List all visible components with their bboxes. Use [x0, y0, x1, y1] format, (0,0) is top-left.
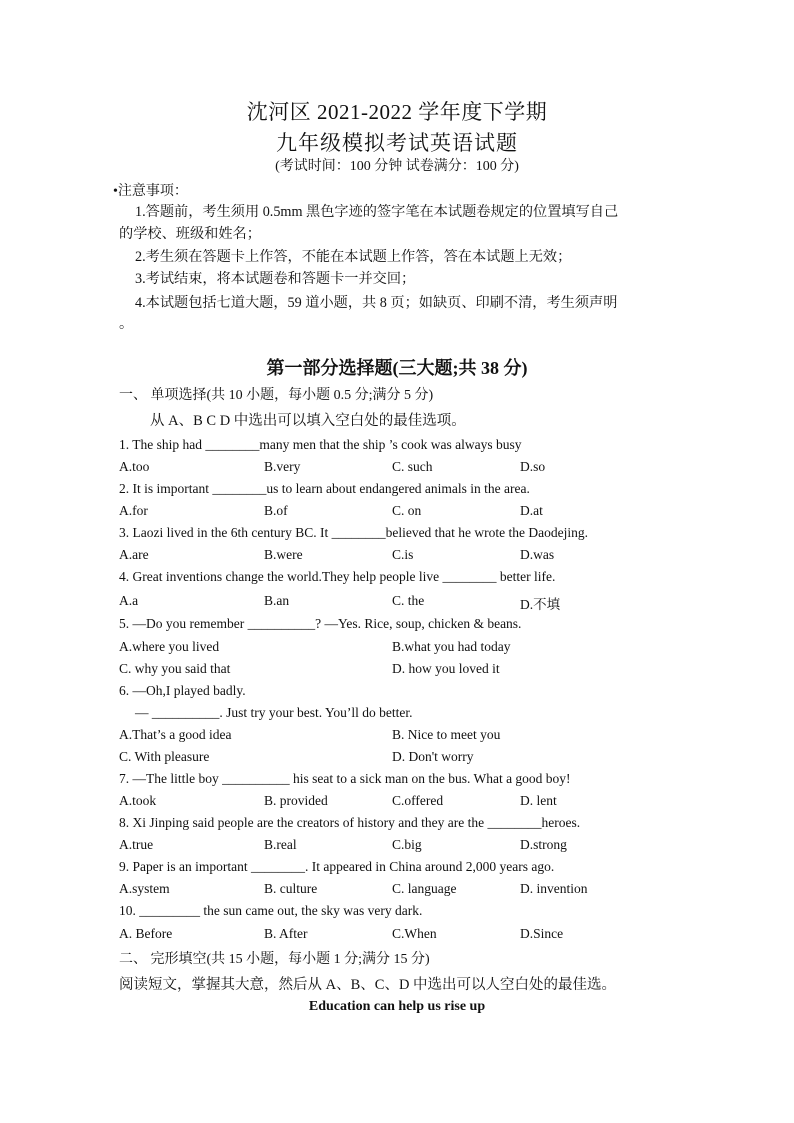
question-3-option-a: A.are	[119, 547, 149, 562]
question-6-option-d: D. Don't worry	[392, 749, 474, 764]
question-10-stem: 10. _________ the sun came out, the sky was very dark.	[119, 903, 423, 918]
question-6-option-b: B. Nice to meet you	[392, 727, 501, 742]
section1-heading: 一、 单项选择(共 10 小题，每小题 0.5 分;满分 5 分)	[119, 388, 434, 403]
question-4-option-d: D.不填	[520, 597, 561, 612]
question-9-option-b: B. culture	[264, 881, 318, 896]
question-3-option-c: C.is	[392, 547, 414, 562]
question-7-option-c: C.offered	[392, 793, 444, 808]
question-5-option-b: B.what you had today	[392, 639, 511, 654]
question-4-option-a: A.a	[119, 593, 139, 608]
question-10-option-a: A. Before	[119, 926, 173, 941]
question-1-stem: 1. The ship had ________many men that the ship ’s cook was always busy	[119, 437, 522, 452]
question-7-option-a: A.took	[119, 793, 157, 808]
question-2-option-a: A.for	[119, 503, 148, 518]
question-8-stem: 8. Xi Jinping said people are the creators of history and they are the ________heroes.	[119, 815, 581, 830]
exam-subtitle: (考试时间：100 分钟 试卷满分：100 分)	[275, 159, 519, 174]
notice-item-3: 3.考试结束，将本试题卷和答题卡一并交回；	[135, 271, 416, 287]
notice-item-4b: 。	[119, 316, 134, 332]
notice-item-4a: 4.本试题包括七道大题，59 道小题，共 8 页；如缺页、印刷不清，考生须声明	[135, 295, 618, 311]
question-2-option-d: D.at	[520, 503, 543, 518]
exam-title-line1: 沈河区 2021-2022 学年度下学期	[246, 100, 548, 124]
question-8-option-a: A.true	[119, 837, 154, 852]
question-9-option-a: A.system	[119, 881, 170, 896]
question-8-option-b: B.real	[264, 837, 297, 852]
question-3-option-b: B.were	[264, 547, 303, 562]
notice-item-1b: 的学校、班级和姓名；	[119, 226, 261, 242]
notice-label: •注意事项：	[113, 184, 188, 199]
question-2-stem: 2. It is important ________us to learn about endangered animals in the area.	[119, 481, 530, 496]
question-10-option-b: B. After	[264, 926, 308, 941]
question-6-option-c: C. With pleasure	[119, 749, 210, 764]
question-6-stem-2: — __________. Just try your best. You’ll do better.	[135, 705, 413, 720]
question-3-option-d: D.was	[520, 547, 555, 562]
question-1-option-a: A.too	[119, 459, 150, 474]
question-8-option-d: D.strong	[520, 837, 567, 852]
question-7-option-d: D. lent	[520, 793, 557, 808]
question-4-option-b: B.an	[264, 593, 290, 608]
question-5-option-c: C. why you said that	[119, 661, 231, 676]
question-2-option-b: B.of	[264, 503, 288, 518]
question-10-option-d: D.Since	[520, 926, 564, 941]
question-6-stem: 6. —Oh,I played badly.	[119, 683, 246, 698]
question-5-option-a: A.where you lived	[119, 639, 220, 654]
notice-item-1a: 1.答题前，考生须用 0.5mm 黑色字迹的签字笔在本试题卷规定的位置填写自己	[135, 204, 619, 220]
question-1-option-d: D.so	[520, 459, 546, 474]
section2-heading: 二、 完形填空(共 15 小题，每小题 1 分;满分 15 分)	[119, 952, 430, 967]
question-1-option-b: B.very	[264, 459, 301, 474]
question-7-option-b: B. provided	[264, 793, 328, 808]
notice-item-2: 2.考生须在答题卡上作答，不能在本试题上作答，答在本试题上无效；	[135, 249, 572, 265]
passage-title: Education can help us rise up	[308, 999, 486, 1014]
question-9-option-c: C. language	[392, 881, 457, 896]
question-7-stem: 7. —The little boy __________ his seat to a sick man on the bus. What a good boy!	[119, 771, 571, 786]
exam-title-line2: 九年级模拟考试英语试题	[276, 131, 518, 155]
question-5-option-d: D. how you loved it	[392, 661, 500, 676]
question-1-option-c: C. such	[392, 459, 433, 474]
question-4-option-c: C. the	[392, 593, 425, 608]
question-4-stem: 4. Great inventions change the world.They help people live ________ better life.	[119, 569, 556, 584]
part1-title: 第一部分选择题(三大题;共 38 分)	[266, 358, 528, 378]
question-9-stem: 9. Paper is an important ________. It appeared in China around 2,000 years ago.	[119, 859, 555, 874]
section1-instruction: 从 A、B C D 中选出可以填入空白处的最佳选项。	[150, 413, 466, 429]
question-8-option-c: C.big	[392, 837, 422, 852]
section2-instruction: 阅读短文，掌握其大意，然后从 A、B、C、D 中选出可以人空白处的最佳选。	[119, 977, 617, 993]
question-2-option-c: C. on	[392, 503, 422, 518]
question-9-option-d: D. invention	[520, 881, 588, 896]
question-5-stem: 5. —Do you remember __________? —Yes. Rice, soup, chicken & beans.	[119, 616, 522, 631]
question-10-option-c: C.When	[392, 926, 437, 941]
question-3-stem: 3. Laozi lived in the 6th century BC. It ________believed that he wrote the Daodejing.	[119, 525, 589, 540]
question-6-option-a: A.That’s a good idea	[119, 727, 232, 742]
